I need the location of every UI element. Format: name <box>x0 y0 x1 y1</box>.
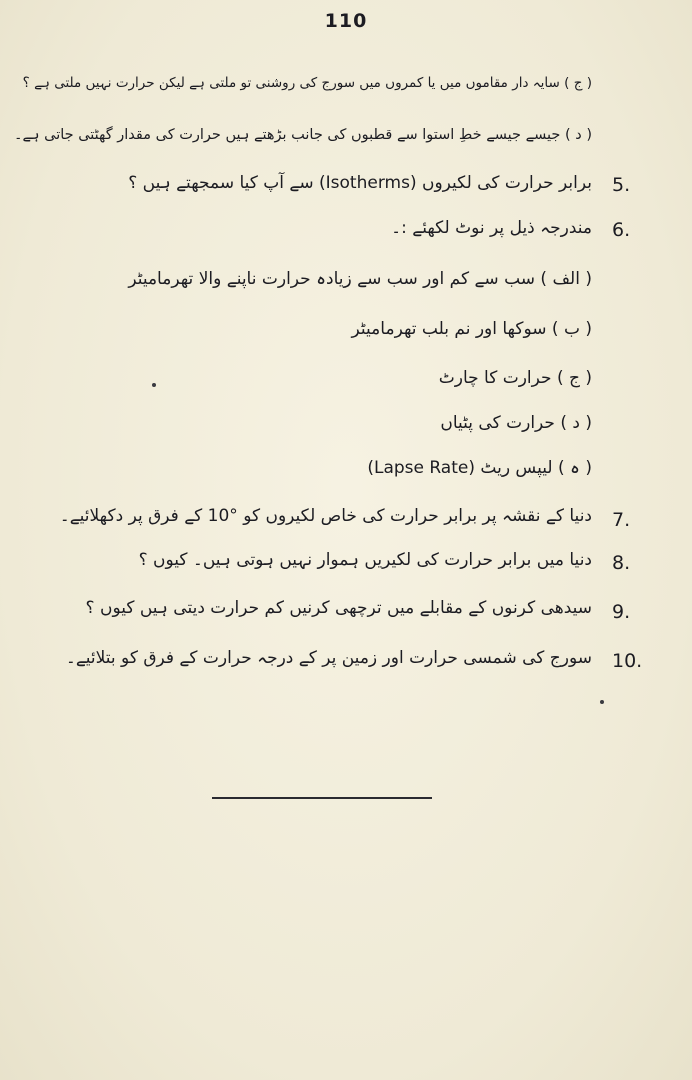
item-text: سب سے کم اور سب سے زیادہ حرارت ناپنے والا تھرمامیٹر <box>128 269 536 289</box>
question-number: 7. <box>612 509 631 531</box>
question-text: دنیا کے نقشہ پر برابر حرارت کی خاص لکیروں کو °10 کے فرق پر دکھلائیے۔ <box>59 506 592 526</box>
question-number: 9. <box>612 601 631 623</box>
question-number: 6. <box>612 219 631 241</box>
item-marker: ( ج ) <box>564 75 592 91</box>
item-marker: ( ہ ) <box>557 458 592 478</box>
item-text: حرارت کا چارٹ <box>438 368 552 388</box>
item-text: لیپس ریٹ (Lapse Rate) <box>367 458 553 478</box>
sub-item-jeem <box>439 365 592 391</box>
item-line-jeem <box>23 70 592 96</box>
sub-item-hay <box>367 455 592 481</box>
question-number: 10. <box>612 650 643 672</box>
sub-item-alif <box>128 266 592 292</box>
sub-item-bay <box>352 316 592 342</box>
question-text: مندرجہ ذیل پر نوٹ لکھئے :۔ <box>391 218 592 238</box>
question-number: 8. <box>612 552 631 574</box>
item-text: سوکھا اور نم بلب تھرمامیٹر <box>351 319 547 339</box>
page-number: 110 <box>324 10 368 32</box>
item-marker: ( ج ) <box>556 368 592 388</box>
scan-speck <box>600 700 604 704</box>
item-marker: ( ب ) <box>551 319 592 339</box>
question-text: سیدھی کرنوں کے مقابلے میں ترچھی کرنیں کم حرارت دیتی ہیں کیوں ؟ <box>85 598 592 618</box>
item-marker: ( د ) <box>565 127 592 143</box>
item-text: جیسے جیسے خطِ استوا سے قطبوں کی جانب بڑھتے ہیں حرارت کی مقدار گھٹتی جاتی ہے۔ <box>14 127 561 143</box>
item-line-dal <box>14 122 592 148</box>
item-marker: ( الف ) <box>540 269 592 289</box>
scan-speck <box>152 383 156 387</box>
item-text: سایہ دار مقاموں میں یا کمروں میں سورج کی روشنی تو ملتی ہے لیکن حرارت نہیں ملتی ہے ؟ <box>22 75 560 91</box>
question-text: سورج کی شمسی حرارت اور زمین پر کے درجہ حرارت کے فرق کو بتلائیے۔ <box>65 648 592 668</box>
item-marker: ( د ) <box>560 413 592 433</box>
question-number: 5. <box>612 174 631 196</box>
question-text: دنیا میں برابر حرارت کی لکیریں ہموار نہیں ہوتی ہیں۔ کیوں ؟ <box>138 550 592 570</box>
end-rule <box>212 797 432 799</box>
question-text: برابر حرارت کی لکیروں (Isotherms) سے آپ کیا سمجھتے ہیں ؟ <box>128 173 592 193</box>
sub-item-dal <box>440 410 592 436</box>
item-text: حرارت کی پٹیاں <box>440 413 555 433</box>
